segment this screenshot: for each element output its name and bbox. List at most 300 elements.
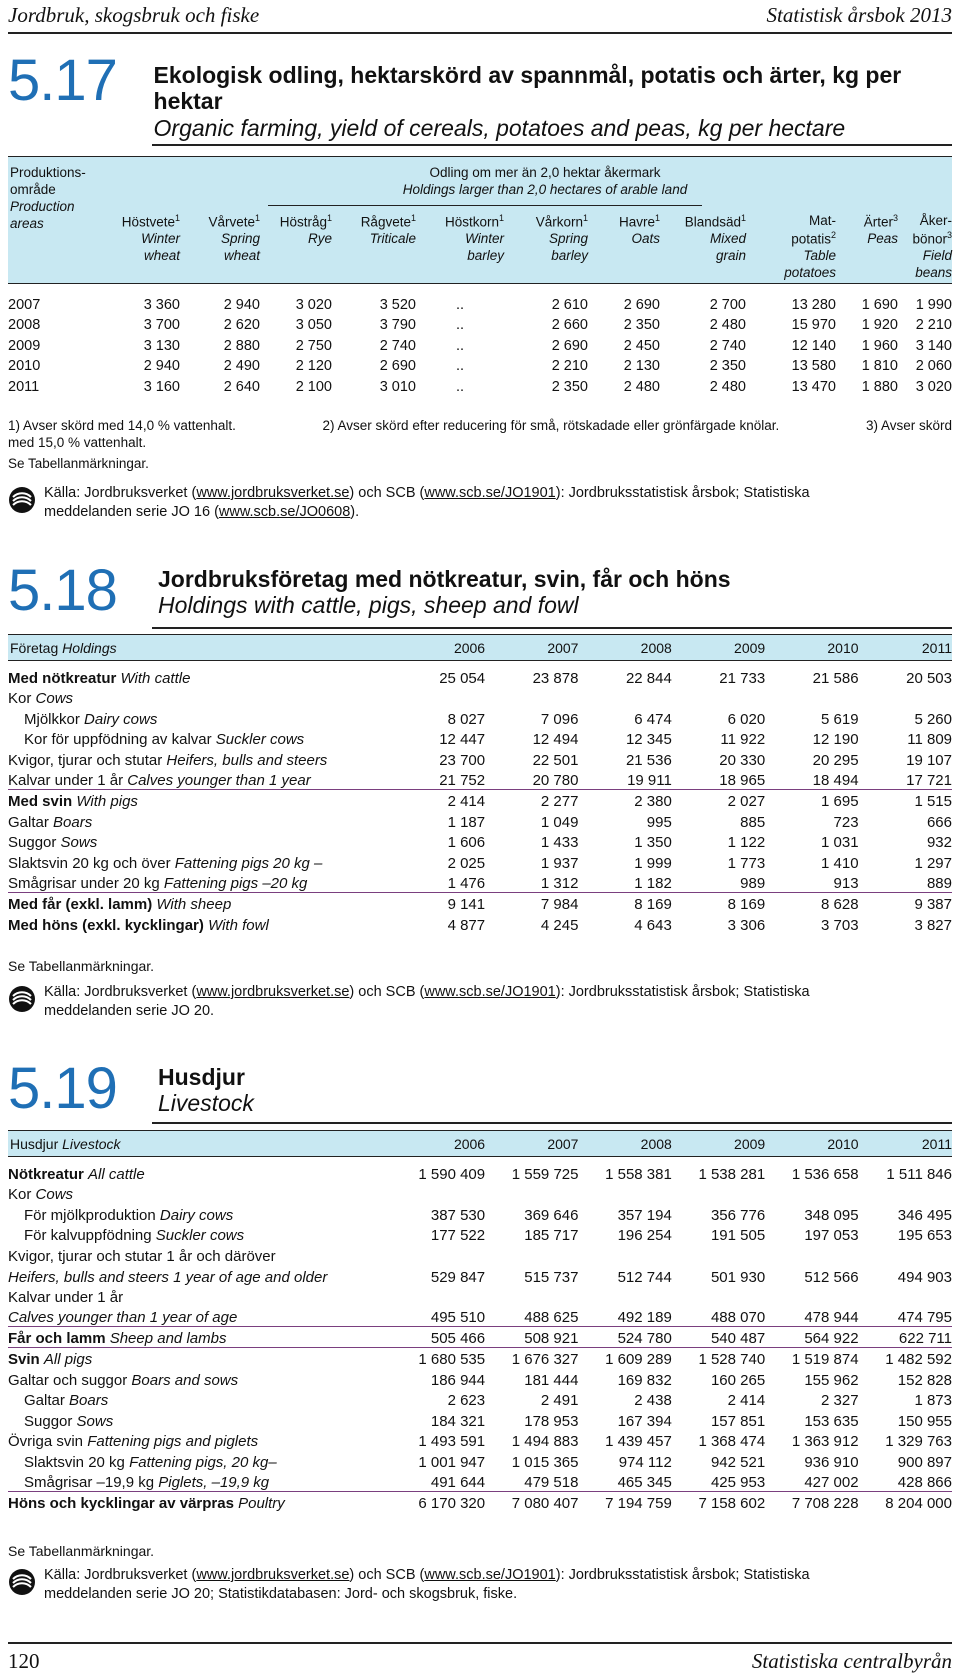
row-label: Med höns (exkl. kycklingar) With fowl (8, 916, 269, 934)
cell-value (485, 1244, 578, 1265)
table-row (8, 1389, 952, 1410)
cell-value (765, 1244, 858, 1265)
cell-value (765, 687, 858, 708)
cell-value: 9 141 (447, 896, 486, 914)
cell-value: 152 828 (897, 1371, 952, 1389)
footnotes-5-17 (8, 418, 952, 473)
cell-value: 23 878 (532, 669, 579, 687)
row-label: Smågrisar –19,9 kg Piglets, –19,9 kg (8, 1471, 392, 1492)
cell-value (392, 1244, 485, 1265)
cell-value (485, 1286, 578, 1307)
cell-value: 3 020 (915, 378, 952, 395)
year-header: 2008 (640, 639, 672, 656)
cell-value: 1 182 (578, 872, 671, 893)
cell-value: 1 538 281 (698, 1165, 766, 1183)
cell-value: 512 744 (617, 1268, 672, 1286)
cell-value: 5 619 (821, 710, 859, 728)
row-label: Galtar Boars (8, 813, 93, 831)
cell-value: 19 911 (578, 769, 671, 790)
cell-value: 3 703 (821, 916, 859, 934)
cell-value: 1 606 (447, 834, 486, 852)
scb-logo-icon (8, 484, 44, 522)
cell-value: 4 643 (634, 916, 672, 934)
row-label: Kor Cows (8, 1186, 74, 1204)
cell-value: 2 690 (623, 296, 660, 313)
cell-value: 6 474 (634, 710, 672, 728)
cell-value: 1 990 (915, 296, 952, 313)
cell-value: 191 505 (710, 1227, 766, 1245)
cell-value: 932 (926, 834, 952, 852)
table-row (8, 707, 952, 728)
cell-value (859, 1244, 952, 1265)
cell-value: 18 965 (672, 769, 765, 790)
row-label: Suggor Sows (24, 1412, 114, 1430)
cell-value: 4 245 (540, 916, 579, 934)
cell-value: 564 922 (765, 1327, 858, 1348)
year-header: 2011 (921, 1135, 952, 1152)
cell-value: 1 960 (861, 337, 898, 354)
cell-value: 2 623 (447, 1392, 486, 1410)
cell-value: 1 559 725 (511, 1165, 579, 1183)
cell-value: 150 955 (897, 1412, 952, 1430)
cell-value: 3 360 (143, 296, 180, 313)
cell-value: 21 752 (392, 769, 485, 790)
cell-value: 1 695 (821, 793, 859, 811)
cell-value: 3 140 (915, 337, 952, 354)
cell-value: 2 740 (709, 337, 746, 354)
cell-value: 8 628 (821, 896, 859, 914)
cell-value (392, 1286, 485, 1307)
source-5-17: Källa: Jordbruksverket (www.jordbruksverket.se) och SCB (www.scb.se/JO1901): Jordbruksstatistisk årsbok; Statistiska meddelanden serie JO 16 (www.scb.se/JO0608). (8, 484, 952, 522)
cell-value: 1 590 409 (418, 1165, 486, 1183)
stub-label: område (10, 181, 56, 197)
cell-value: 7 080 407 (511, 1495, 579, 1513)
table-row (8, 1347, 952, 1368)
cell-value: 3 700 (143, 317, 180, 334)
column-header: Vårkorn$^1$ Spring barley (535, 213, 588, 264)
cell-value: 2 450 (623, 337, 660, 354)
scb-logo-icon (8, 983, 44, 1021)
row-label: Kor Cows (8, 690, 74, 708)
cell-value: 1 536 658 (791, 1165, 859, 1183)
table-title-sv: Ekologisk odling, hektarskörd av spannmål, potatis och ärter, kg per hektar (153, 62, 902, 115)
cell-value: .. (455, 337, 465, 354)
cell-value (578, 1183, 671, 1204)
cell-value: 885 (740, 813, 766, 831)
cell-value: .. (455, 358, 465, 375)
cell-value: 1 920 (861, 317, 898, 334)
cell-value: 12 447 (439, 731, 486, 749)
section-5-18-heading (8, 558, 952, 623)
cell-value: 1 187 (447, 813, 486, 831)
table-row (8, 1244, 952, 1265)
chapter-title: Jordbruk, skogsbruk och fiske (8, 3, 260, 27)
cell-value: 21 536 (625, 751, 672, 769)
cell-value: 2 350 (551, 378, 588, 395)
cell-value: 2 620 (223, 317, 260, 334)
cell-value: .. (455, 378, 465, 395)
table-row (8, 666, 952, 687)
link-jordbruksverket[interactable]: www.jordbruksverket.se (196, 1567, 350, 1583)
row-label: Suggor Sows (8, 834, 98, 852)
row-label: Svin All pigs (8, 1350, 93, 1368)
cell-value: 494 903 (897, 1268, 952, 1286)
cell-value: 2 940 (223, 296, 260, 313)
column-header: Ärter$^3$ Peas (863, 213, 898, 247)
cell-value: 2 350 (709, 358, 746, 375)
table-row (8, 313, 952, 334)
cell-value: 529 847 (430, 1268, 486, 1286)
cell-value: 425 953 (672, 1471, 765, 1492)
table-5-19 (8, 1130, 952, 1512)
row-label: 2011 (8, 378, 40, 395)
row-label: Calves younger than 1 year of age (8, 1306, 392, 1327)
row-label: 2009 (8, 337, 41, 354)
stub-label: Production (10, 198, 75, 214)
cell-value: 177 522 (430, 1227, 486, 1245)
cell-value: 1 558 381 (605, 1165, 672, 1183)
table-title-en: Organic farming, yield of cereals, potatoes and peas, kg per hectare (153, 114, 846, 141)
row-label: Med nötkreatur With cattle (8, 669, 191, 687)
cell-value: 22 501 (532, 751, 579, 769)
cell-value: 3 790 (379, 317, 416, 334)
year-header: 2011 (921, 639, 952, 656)
cell-value: 153 635 (804, 1412, 859, 1430)
cell-value: 2 940 (143, 358, 180, 375)
publication-title: Statistisk årsbok 2013 (766, 3, 952, 27)
cell-value: 1 880 (861, 378, 898, 395)
table-row (8, 1224, 952, 1245)
row-label: 2010 (8, 358, 41, 375)
cell-value: 3 520 (379, 296, 416, 313)
cell-value (578, 1286, 671, 1307)
cell-value: 11 809 (907, 731, 952, 749)
cell-value: 7 194 759 (605, 1495, 672, 1513)
cell-value: 17 721 (859, 769, 952, 790)
cell-value: 1 609 289 (605, 1350, 672, 1368)
cell-value: 387 530 (430, 1206, 486, 1224)
row-label: För mjölkproduktion Dairy cows (24, 1206, 234, 1224)
see-notes: Se Tabellanmärkningar. (8, 455, 149, 471)
column-headers (8, 213, 952, 282)
cell-value: 167 394 (617, 1412, 672, 1430)
cell-value: .. (455, 317, 465, 334)
table-row (8, 1450, 952, 1471)
cell-value: 20 503 (906, 669, 952, 687)
cell-value: 2 740 (379, 337, 416, 354)
cell-value: 1 999 (634, 854, 672, 872)
table-title-en: Livestock (158, 1090, 254, 1117)
cell-value: 12 345 (625, 731, 672, 749)
cell-value: 2 750 (295, 337, 332, 354)
column-header: Höstråg$^1$ Rye (279, 213, 332, 247)
table-row (8, 790, 952, 811)
column-header: Höstvete$^1$ Winter wheat (121, 213, 180, 264)
stub-label: Produktions- (10, 165, 86, 180)
row-label: Höns och kycklingar av värpras Poultry (8, 1495, 285, 1513)
table-row (8, 1265, 952, 1286)
column-header: Åker- bönor$^3$ Field beans (912, 213, 952, 281)
cell-value: 1 312 (485, 872, 578, 893)
cell-value: 995 (646, 813, 672, 831)
section-5-17-heading (8, 48, 952, 141)
year-header: 2009 (734, 639, 766, 656)
cell-value: 7 096 (540, 710, 579, 728)
cell-value: 723 (833, 813, 859, 831)
cell-value: 491 644 (392, 1471, 485, 1492)
cell-value: 15 970 (791, 317, 836, 334)
table-row (8, 1471, 952, 1492)
column-header: Mat- potatis$^2$ Table potatoes (784, 213, 836, 281)
cell-value: 6 170 320 (418, 1495, 486, 1513)
year-header: 2006 (453, 639, 486, 656)
cell-value: 346 495 (897, 1206, 952, 1224)
row-label: Mjölkkor Dairy cows (24, 710, 158, 728)
table-5-17 (8, 156, 952, 395)
section-5-19-heading (8, 1056, 952, 1121)
table-row (8, 354, 952, 375)
cell-value: 22 844 (625, 669, 672, 687)
cell-value: 13 470 (791, 378, 836, 395)
cell-value: 2 350 (623, 317, 660, 334)
page-number: 120 (8, 1648, 40, 1673)
cell-value (392, 1183, 485, 1204)
cell-value: 1 439 457 (605, 1433, 672, 1451)
cell-value: 2 414 (447, 793, 486, 811)
cell-value: 1 511 846 (886, 1165, 952, 1183)
cell-value: 184 321 (430, 1412, 486, 1430)
cell-value: 23 700 (439, 751, 486, 769)
cell-value: 1 528 740 (698, 1350, 766, 1368)
row-label: Med får (exkl. lamm) With sheep (8, 896, 232, 914)
table-row (8, 374, 952, 395)
cell-value: 155 962 (804, 1371, 859, 1389)
link-jordbruksverket[interactable]: www.jordbruksverket.se (196, 485, 350, 501)
table-row (8, 748, 952, 769)
table-row (8, 1409, 952, 1430)
cell-value: 2 690 (551, 337, 588, 354)
cell-value: 3 306 (727, 916, 766, 934)
cell-value: 3 130 (143, 337, 180, 354)
link-scb-jo0608[interactable]: www.scb.se/JO0608 (218, 503, 351, 520)
cell-value: 2 480 (709, 317, 746, 334)
cell-value: 1 810 (861, 358, 898, 375)
row-label: Nötkreatur All cattle (8, 1165, 145, 1183)
table-number: 5.19 (8, 1056, 117, 1121)
cell-value: 3 050 (295, 317, 332, 334)
table-row (8, 1368, 952, 1389)
source-5-19: Källa: Jordbruksverket (www.jordbruksverket.se) och SCB (www.scb.se/JO1901): Jordbruksstatistisk årsbok; Statistiska meddelanden serie JO 20; Statistikdatabasen: Jord- och skogsbruk, fiske. (8, 1566, 952, 1604)
stub-label: areas (10, 215, 44, 231)
footnote: 3) Avser skörd (865, 418, 952, 433)
cell-value: 479 518 (485, 1471, 578, 1492)
row-label: Kor för uppfödning av kalvar Suckler cows (24, 731, 305, 749)
cell-value (859, 1183, 952, 1204)
cell-value: 348 095 (804, 1206, 859, 1224)
cell-value: 2 130 (623, 358, 660, 375)
source-5-18: Källa: Jordbruksverket (www.jordbruksverket.se) och SCB (www.scb.se/JO1901): Jordbruksstatistisk årsbok; Statistiska meddelanden serie JO 20. (8, 983, 952, 1021)
column-header: Havre$^1$ Oats (618, 213, 660, 247)
cell-value: 1 049 (540, 813, 579, 831)
link-scb-jo1901[interactable]: www.scb.se/JO1901 (424, 984, 556, 1000)
table-row (8, 810, 952, 831)
cell-value: 18 494 (765, 769, 858, 790)
table-row (8, 728, 952, 749)
row-label: Kalvar under 1 år Calves younger than 1 year (8, 769, 392, 790)
cell-value: 512 566 (804, 1268, 859, 1286)
table-row (8, 1286, 952, 1307)
year-header: 2010 (827, 639, 859, 656)
column-header: Rågvete$^1$ Triticale (360, 213, 416, 247)
row-label: Galtar Boars (24, 1392, 109, 1410)
cell-value: 1 350 (634, 834, 672, 852)
cell-value: 1 515 (914, 793, 952, 811)
cell-value: 508 921 (485, 1327, 578, 1348)
cell-value: 1 433 (540, 834, 579, 852)
cell-value: 2 120 (295, 358, 332, 375)
cell-value: 1 676 327 (511, 1350, 579, 1368)
cell-value (859, 1286, 952, 1307)
cell-value: 12 190 (812, 731, 859, 749)
cell-value: 1 482 592 (885, 1350, 952, 1368)
cell-value: 2 700 (709, 296, 746, 313)
row-label: Kalvar under 1 år (8, 1289, 124, 1307)
cell-value: 160 265 (710, 1371, 766, 1389)
cell-value: 1 690 (861, 296, 898, 313)
year-header: 2009 (734, 1135, 766, 1152)
year-header: 2006 (453, 1135, 486, 1152)
cell-value: 1 122 (727, 834, 766, 852)
page-header (8, 0, 952, 34)
cell-value: 3 010 (379, 378, 416, 395)
cell-value: 1 476 (392, 872, 485, 893)
cell-value: 7 158 602 (698, 1495, 766, 1513)
row-label: 2007 (8, 296, 41, 313)
cell-value: 13 580 (791, 358, 836, 375)
table-number: 5.17 (8, 48, 117, 113)
cell-value: 1 001 947 (418, 1453, 486, 1471)
cell-value: 357 194 (617, 1206, 672, 1224)
cell-value: 2 210 (551, 358, 588, 375)
cell-value (672, 1286, 765, 1307)
cell-value: 178 953 (524, 1412, 579, 1430)
cell-value (765, 1183, 858, 1204)
table-row (8, 1492, 952, 1513)
cell-value: 369 646 (524, 1206, 579, 1224)
cell-value: 889 (859, 872, 952, 893)
spanner-label: Odling om mer än 2,0 hektar åkermark (429, 165, 661, 180)
footnote: 2) Avser skörd efter reducering för små, rötskadade eller grönfärgade knölar. (322, 418, 780, 433)
cell-value: 1 519 874 (791, 1350, 859, 1368)
link-jordbruksverket[interactable]: www.jordbruksverket.se (196, 984, 350, 1000)
table-row (8, 1306, 952, 1327)
table-row (8, 1327, 952, 1348)
table-5-18 (8, 634, 952, 934)
cell-value: 2 027 (727, 793, 766, 811)
link-scb-jo1901[interactable]: www.scb.se/JO1901 (424, 485, 556, 501)
cell-value: 488 625 (485, 1306, 578, 1327)
cell-value: 666 (926, 813, 952, 831)
cell-value: 196 254 (617, 1227, 672, 1245)
row-label: Får och lamm Sheep and lambs (8, 1327, 392, 1348)
cell-value: 9 387 (914, 896, 952, 914)
cell-value: 936 910 (804, 1453, 859, 1471)
link-scb-jo1901[interactable]: www.scb.se/JO1901 (424, 1567, 556, 1583)
cell-value: 2 414 (727, 1392, 766, 1410)
cell-value: 505 466 (392, 1327, 485, 1348)
column-header: Blandsäd$^1$ Mixed grain (684, 213, 746, 264)
spanner-label: Holdings larger than 2,0 hectares of arable land (402, 181, 688, 197)
cell-value: 19 107 (906, 751, 952, 769)
cell-value: 3 827 (914, 916, 952, 934)
row-label: Slaktsvin 20 kg Fattening pigs, 20 kg– (24, 1453, 277, 1471)
table-row (8, 687, 952, 708)
year-header: 2010 (827, 1135, 859, 1152)
cell-value: 8 169 (727, 896, 766, 914)
cell-value: 1 297 (914, 854, 952, 872)
cell-value: 1 680 535 (418, 1350, 486, 1368)
cell-value: 974 112 (618, 1453, 672, 1471)
row-label: För kalvuppfödning Suckler cows (24, 1227, 245, 1245)
cell-value: 3 160 (143, 378, 180, 395)
table-row (8, 831, 952, 852)
cell-value: 2 880 (223, 337, 260, 354)
cell-value: 8 204 000 (885, 1495, 952, 1513)
scb-logo-icon (8, 1566, 44, 1604)
cell-value (485, 687, 578, 708)
cell-value: 185 717 (524, 1227, 579, 1245)
year-header: 2008 (640, 1135, 672, 1152)
cell-value: 913 (765, 872, 858, 893)
cell-value: 20 295 (812, 751, 859, 769)
cell-value: 1 494 883 (511, 1433, 579, 1451)
footnote: med 15,0 % vattenhalt. (8, 434, 147, 450)
cell-value: 13 280 (791, 296, 836, 313)
page-footer (8, 1642, 952, 1678)
table-row (8, 1430, 952, 1451)
cell-value: 1 410 (821, 854, 859, 872)
cell-value: 2 025 (447, 854, 486, 872)
cell-value: 465 345 (578, 1471, 671, 1492)
cell-value: 495 510 (392, 1306, 485, 1327)
cell-value: 6 020 (727, 710, 766, 728)
cell-value: 11 922 (720, 731, 766, 749)
cell-value: 2 438 (634, 1392, 672, 1410)
row-label: Kvigor, tjurar och stutar Heifers, bulls and steers (8, 751, 328, 769)
footnote: 1) Avser skörd med 14,0 % vattenhalt. (8, 418, 236, 433)
cell-value: 2 480 (709, 378, 746, 395)
cell-value: 21 733 (719, 669, 766, 687)
cell-value: 20 780 (485, 769, 578, 790)
table-row (8, 872, 952, 893)
cell-value: 12 140 (791, 337, 836, 354)
cell-value: 8 027 (447, 710, 486, 728)
cell-value: 4 877 (447, 916, 486, 934)
column-header: Höstkorn$^1$ Winter barley (444, 213, 504, 264)
cell-value: 1 363 912 (791, 1433, 859, 1451)
cell-value: 2 690 (379, 358, 416, 375)
table-row (8, 769, 952, 790)
table-header (8, 156, 952, 284)
cell-value: 492 189 (578, 1306, 671, 1327)
row-label: Kvigor, tjurar och stutar 1 år och däröver (8, 1247, 276, 1265)
cell-value: 1 329 763 (885, 1433, 952, 1451)
cell-value: 7 708 228 (791, 1495, 859, 1513)
cell-value (392, 687, 485, 708)
cell-value: 12 494 (532, 731, 579, 749)
cell-value: 474 795 (859, 1306, 952, 1327)
year-header: 2007 (547, 1135, 579, 1152)
